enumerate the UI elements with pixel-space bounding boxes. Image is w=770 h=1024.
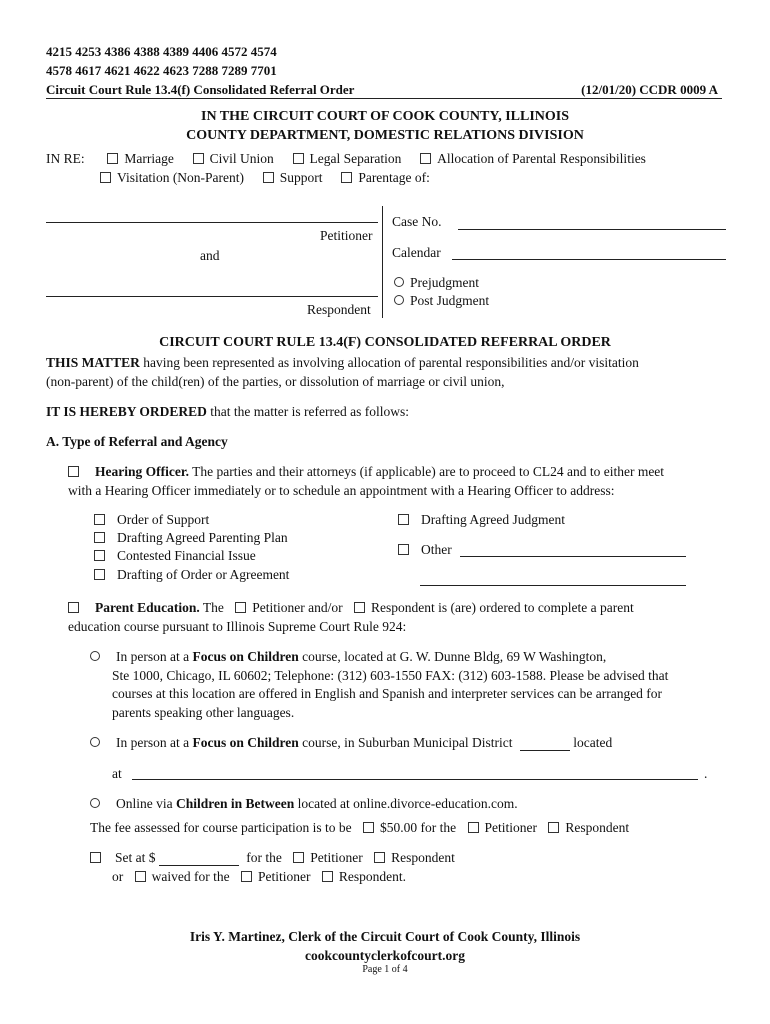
case-no-label: Case No.: [392, 214, 442, 229]
checkbox-pe-petitioner[interactable]: [235, 602, 246, 613]
checkbox-waived-respondent[interactable]: [322, 871, 333, 882]
clerk-website[interactable]: cookcountyclerkofcourt.org: [304, 948, 466, 963]
checkbox-fee-50[interactable]: [363, 822, 374, 833]
form-codes-line2: 4578 4617 4621 4622 4623 7288 7289 7701: [46, 63, 277, 78]
form-codes-line1: 4215 4253 4386 4388 4389 4406 4572 4574: [46, 44, 277, 59]
checkbox-icon[interactable]: [94, 550, 105, 561]
parent-education-line2: education course pursuant to Illinois Supreme Court Rule 924:: [68, 619, 407, 634]
checkbox-fee-petitioner[interactable]: [468, 822, 479, 833]
checkbox-icon[interactable]: [263, 172, 274, 183]
caption-divider: [382, 206, 383, 318]
petitioner-name-line[interactable]: [46, 222, 378, 223]
checkbox-order-of-support[interactable]: Order of Support: [94, 512, 209, 528]
checkbox-fee-respondent[interactable]: [548, 822, 559, 833]
checkbox-setat-petitioner[interactable]: [293, 852, 304, 863]
checkbox-parenting-plan[interactable]: Drafting Agreed Parenting Plan: [94, 530, 288, 546]
checkbox-icon[interactable]: [193, 153, 204, 164]
focus-chicago-line2: Ste 1000, Chicago, IL 60602; Telephone: (312) 603-1550 FAX: (312) 603-1588. Please be advised that: [112, 668, 669, 683]
checkbox-waived-petitioner[interactable]: [241, 871, 252, 882]
waived-line: or waived for the Petitioner Respondent.: [112, 869, 406, 884]
section-a-heading: A. Type of Referral and Agency: [46, 434, 228, 449]
set-at-amount-input[interactable]: [159, 865, 239, 866]
checkbox-marriage[interactable]: Marriage: [107, 151, 173, 166]
checkbox-icon[interactable]: [94, 514, 105, 525]
calendar-label: Calendar: [392, 245, 441, 260]
header-rule: [46, 98, 722, 99]
checkbox-agreed-judgment[interactable]: Drafting Agreed Judgment: [398, 512, 565, 528]
checkbox-hearing-officer[interactable]: [68, 466, 79, 477]
petitioner-label: Petitioner: [320, 228, 373, 243]
fee-line: The fee assessed for course participation is to be $50.00 for the Petitioner Respondent: [90, 820, 630, 835]
location-input[interactable]: [132, 779, 698, 780]
option-focus-chicago[interactable]: In person at a Focus on Children course, located at G. W. Dunne Bldg, 69 W Washington,: [90, 649, 606, 665]
checkbox-icon[interactable]: [398, 544, 409, 555]
form-id: (12/01/20) CCDR 0009 A: [581, 82, 718, 97]
checkbox-visitation[interactable]: Visitation (Non-Parent): [100, 170, 244, 185]
other-input-line2[interactable]: [420, 585, 686, 586]
court-division: COUNTY DEPARTMENT, DOMESTIC RELATIONS DIVISION: [186, 128, 584, 143]
checkbox-other[interactable]: Other: [398, 542, 452, 558]
focus-chicago-line4: parents speaking other languages.: [112, 705, 295, 720]
checkbox-civil-union[interactable]: Civil Union: [193, 151, 274, 166]
clerk-name: Iris Y. Martinez, Clerk of the Circuit Court of Cook County, Illinois: [189, 929, 581, 944]
checkbox-icon[interactable]: [341, 172, 352, 183]
at-label: at: [112, 766, 122, 781]
radio-prejudgment[interactable]: Prejudgment: [394, 275, 479, 291]
radio-post-judgment[interactable]: Post Judgment: [394, 293, 489, 309]
checkbox-drafting-order[interactable]: Drafting of Order or Agreement: [94, 567, 289, 583]
checkbox-waived[interactable]: [135, 871, 146, 882]
radio-icon[interactable]: [90, 798, 100, 808]
checkbox-icon[interactable]: [100, 172, 111, 183]
checkbox-pe-respondent[interactable]: [354, 602, 365, 613]
checkbox-allocation[interactable]: Allocation of Parental Responsibilities: [420, 151, 646, 166]
checkbox-icon[interactable]: [293, 153, 304, 164]
checkbox-icon[interactable]: [94, 569, 105, 580]
rule-title: Circuit Court Rule 13.4(f) Consolidated Referral Order: [46, 82, 355, 97]
checkbox-set-at[interactable]: [90, 852, 101, 863]
and-label: and: [200, 248, 220, 263]
checkbox-financial-issue[interactable]: Contested Financial Issue: [94, 548, 256, 564]
order-title: CIRCUIT COURT RULE 13.4(F) CONSOLIDATED REFERRAL ORDER: [159, 335, 611, 350]
checkbox-icon[interactable]: [94, 532, 105, 543]
calendar-input[interactable]: [452, 259, 726, 260]
respondent-name-line[interactable]: [46, 296, 378, 297]
checkbox-icon[interactable]: [107, 153, 118, 164]
option-online[interactable]: Online via Children in Between located at online.divorce-education.com.: [90, 796, 518, 812]
hearing-officer-line2: with a Hearing Officer immediately or to schedule an appointment with a Hearing Officer to address:: [68, 483, 615, 498]
focus-chicago-line3: courses at this location are offered in English and Spanish and interpreter services can be arranged for: [112, 686, 663, 701]
checkbox-parent-education[interactable]: [68, 602, 79, 613]
radio-icon[interactable]: [394, 277, 404, 287]
this-matter-line1: THIS MATTER having been represented as involving allocation of parental responsibilities and/or visitation: [46, 355, 639, 370]
checkbox-support[interactable]: Support: [263, 170, 323, 185]
checkbox-parentage[interactable]: Parentage of:: [341, 170, 430, 185]
checkbox-icon[interactable]: [420, 153, 431, 164]
radio-icon[interactable]: [90, 651, 100, 661]
court-name: IN THE CIRCUIT COURT OF COOK COUNTY, ILLINOIS: [201, 109, 569, 124]
respondent-label: Respondent: [307, 302, 371, 317]
hearing-officer-line1: Hearing Officer. The parties and their attorneys (if applicable) are to proceed to CL24 and to either meet: [68, 464, 664, 480]
period: .: [704, 766, 708, 781]
in-re-label: IN RE:: [46, 151, 85, 166]
case-no-input[interactable]: [458, 229, 726, 230]
option-focus-suburban[interactable]: In person at a Focus on Children course, in Suburban Municipal District located: [90, 735, 612, 751]
in-re-row1: [46, 151, 646, 167]
checkbox-legal-separation[interactable]: Legal Separation: [293, 151, 402, 166]
this-matter-line2: (non-parent) of the child(ren) of the parties, or dissolution of marriage or civil union,: [46, 374, 505, 389]
district-input[interactable]: [520, 750, 570, 751]
radio-icon[interactable]: [90, 737, 100, 747]
parent-education-line1: Parent Education. The Petitioner and/or Respondent is (are) ordered to complete a parent: [68, 600, 634, 616]
page-number: Page 1 of 4: [362, 964, 408, 975]
checkbox-setat-respondent[interactable]: [374, 852, 385, 863]
in-re-row2: [100, 170, 430, 186]
checkbox-icon[interactable]: [398, 514, 409, 525]
radio-icon[interactable]: [394, 295, 404, 305]
set-at-line: Set at $ for the Petitioner Respondent: [90, 850, 455, 866]
hereby-ordered: IT IS HEREBY ORDERED that the matter is referred as follows:: [46, 404, 409, 419]
other-input[interactable]: [460, 556, 686, 557]
